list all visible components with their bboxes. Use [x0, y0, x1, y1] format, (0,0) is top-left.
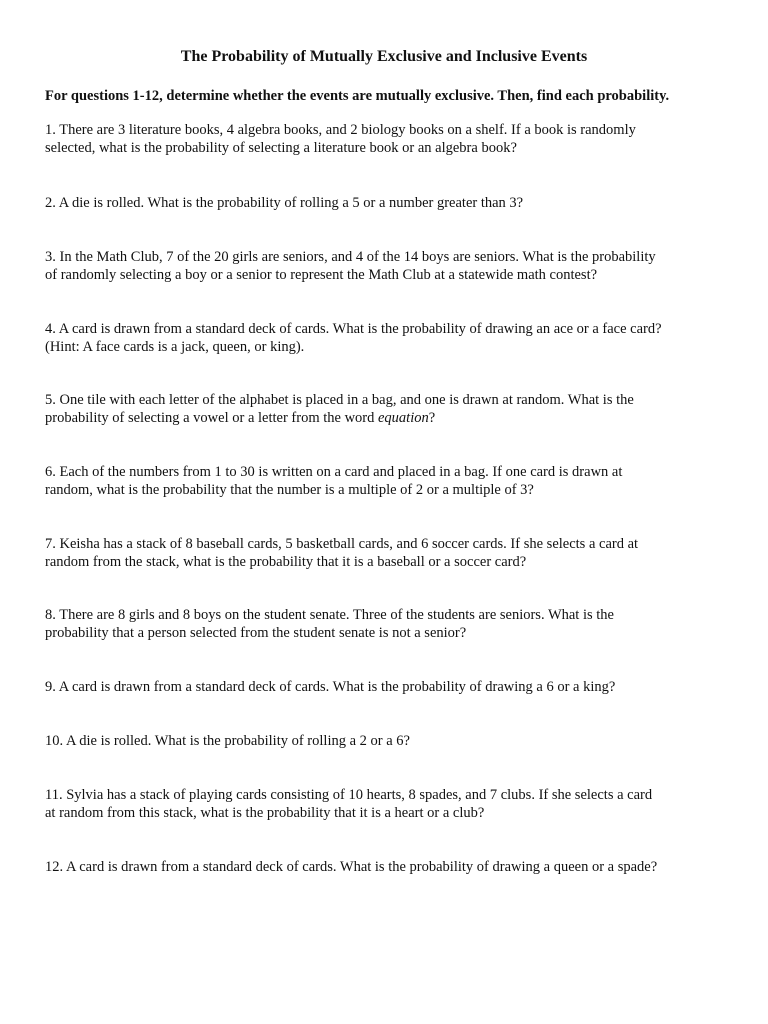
question-1: [45, 121, 735, 157]
question-text-line: probability that a person selected from the student senate is not a senior?: [45, 625, 467, 641]
question-text-line: 7. Keisha has a stack of 8 baseball cards, 5 basketball cards, and 6 soccer cards. If she selects a card at: [45, 536, 639, 552]
question-10: [45, 732, 735, 750]
question-5: [45, 391, 735, 427]
question-text-line: 8. There are 8 girls and 8 boys on the student senate. Three of the students are seniors. What is the: [45, 607, 614, 623]
question-12: [45, 858, 735, 876]
question-text-line: random from the stack, what is the probability that it is a baseball or a soccer card?: [45, 554, 527, 570]
question-3: [45, 248, 735, 284]
question-text-line: at random from this stack, what is the probability that it is a heart or a club?: [45, 805, 485, 821]
question-text-line: 6. Each of the numbers from 1 to 30 is written on a card and placed in a bag. If one card is drawn at: [45, 464, 623, 480]
question-text-line: (Hint: A face cards is a jack, queen, or king).: [45, 339, 305, 355]
question-text-line: 9. A card is drawn from a standard deck of cards. What is the probability of drawing a 6 or a king?: [45, 679, 616, 695]
question-text-line: 11. Sylvia has a stack of playing cards consisting of 10 hearts, 8 spades, and 7 clubs. If she selects a card: [45, 787, 653, 803]
question-text-line: 3. In the Math Club, 7 of the 20 girls are seniors, and 4 of the 14 boys are seniors. What is the probability: [45, 249, 656, 265]
question-text-line: 2. A die is rolled. What is the probability of rolling a 5 or a number greater than 3?: [45, 195, 524, 211]
question-7: [45, 535, 735, 571]
question-text-line: [45, 409, 735, 427]
question-text-line: 12. A card is drawn from a standard deck of cards. What is the probability of drawing a queen or a spade?: [45, 859, 658, 875]
question-text-line: 1. There are 3 literature books, 4 algebra books, and 2 biology books on a shelf. If a book is randomly: [45, 122, 636, 138]
question-8: [45, 606, 735, 642]
question-text-line: 10. A die is rolled. What is the probability of rolling a 2 or a 6?: [45, 733, 410, 749]
question-9: [45, 678, 735, 696]
question-text-line: 5. One tile with each letter of the alphabet is placed in a bag, and one is drawn at random. What is the: [45, 392, 634, 408]
instructions: For questions 1-12, determine whether the events are mutually exclusive. Then, find each probability.: [45, 88, 670, 104]
worksheet-title: The Probability of Mutually Exclusive and Inclusive Events: [180, 48, 588, 65]
question-text-segment: ?: [428, 410, 436, 426]
question-11: [45, 786, 735, 822]
question-text-line: random, what is the probability that the number is a multiple of 2 or a multiple of 3?: [45, 482, 534, 498]
question-text-line: of randomly selecting a boy or a senior to represent the Math Club at a statewide math contest?: [45, 267, 598, 283]
question-text-line: selected, what is the probability of selecting a literature book or an algebra book?: [45, 140, 517, 156]
question-6: [45, 463, 735, 499]
emphasized-word: equation: [378, 410, 429, 426]
question-4: [45, 320, 735, 356]
question-2: [45, 194, 735, 212]
question-text-segment: probability of selecting a vowel or a letter from the word: [45, 410, 378, 426]
question-text-line: 4. A card is drawn from a standard deck of cards. What is the probability of drawing an ace or a face card?: [45, 321, 662, 337]
